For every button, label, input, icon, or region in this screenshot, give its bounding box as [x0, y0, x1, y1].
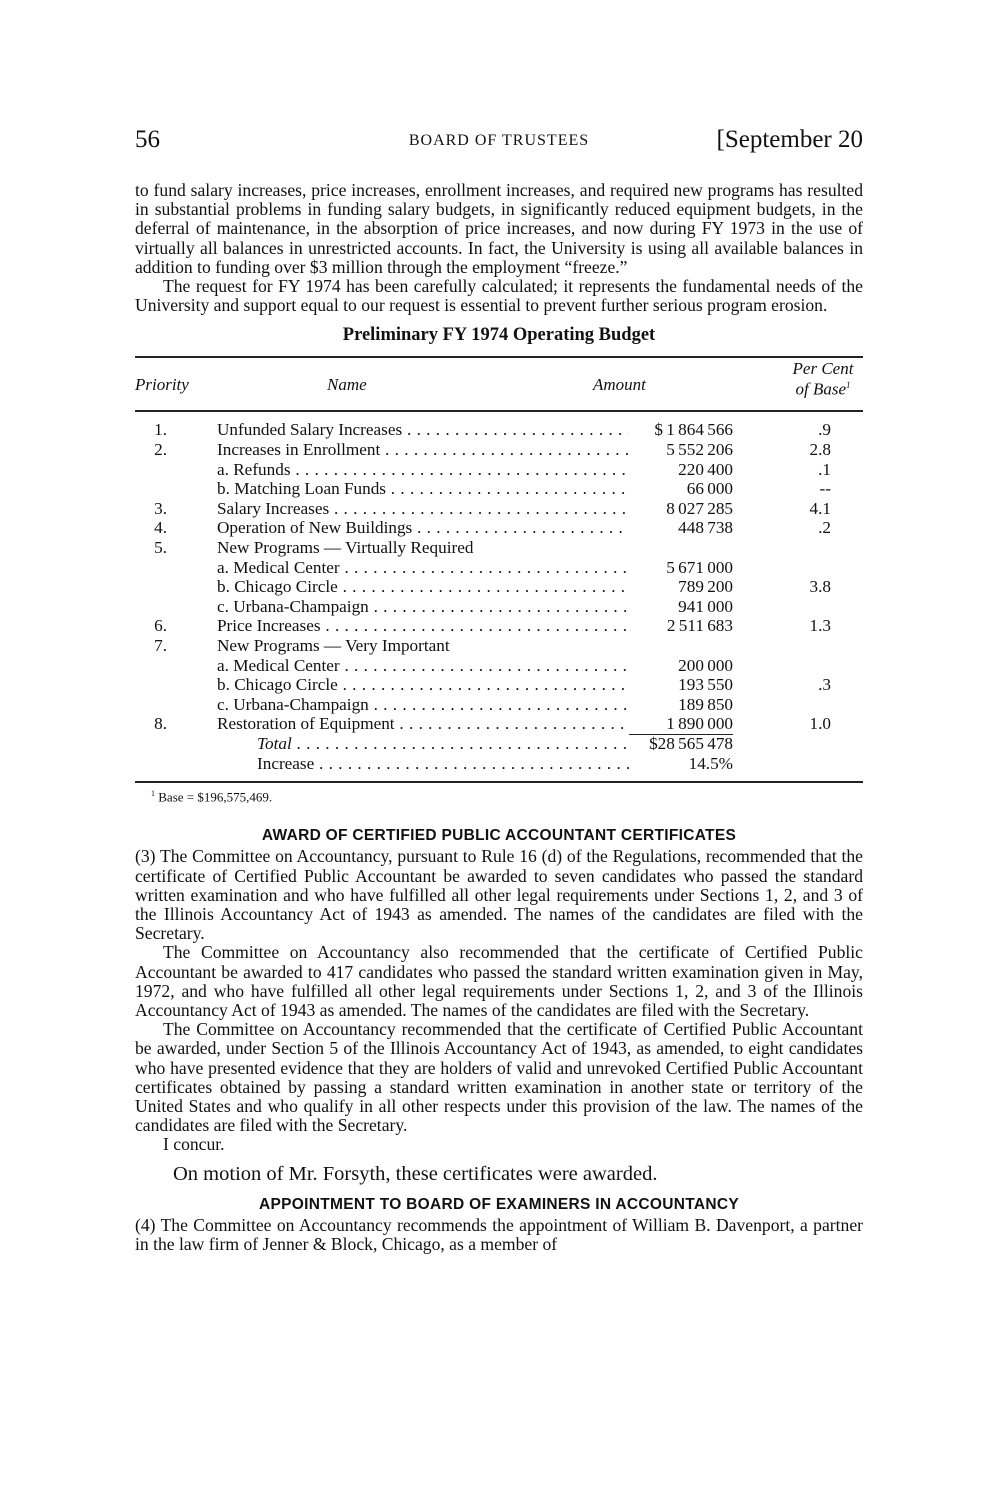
row-percent: 1.3 [809, 616, 831, 636]
document-page [135, 126, 863, 1254]
row-priority: 6. [154, 616, 167, 636]
row-percent: 1.0 [809, 714, 831, 734]
table-row [135, 675, 863, 695]
row-name: a. Medical Center . . . [217, 558, 629, 578]
row-priority: 2. [154, 440, 167, 460]
row-name: New Programs — Very Important [217, 635, 450, 655]
header-percent-line2: of Base [795, 380, 847, 400]
row-priority: 1. [154, 420, 167, 440]
cpa-paragraph: (3) The Committee on Accountancy, pursuant to Rule 16 (d) of the Regulations, recommended that the certificate of Certified Public Accountant be awarded to seven candidates who passed the standard written examination and who have fulfilled all other legal requirements under Sections 1, 2, and 3 of the Illinois Accountancy Act of 1943 as amended. The names of the candidates are filed with the Secretary. [135, 846, 863, 944]
row-amount: 941 000 [678, 596, 733, 616]
table-row [135, 656, 863, 676]
footnote-text: Base = $196,575,469. [158, 789, 273, 805]
row-name: Increases in Enrollment . . . [217, 440, 629, 460]
motion-statement: On motion of Mr. Forsyth, these certificates were awarded. [173, 1162, 658, 1185]
row-priority: 4. [154, 518, 167, 538]
total-label: Total . . . [257, 734, 629, 754]
row-priority: 8. [154, 714, 167, 734]
table-body [135, 412, 863, 781]
section-heading-examiners: APPOINTMENT TO BOARD OF EXAMINERS IN ACCOUNTANCY [259, 1195, 739, 1213]
row-name: c. Urbana-Champaign . . . [217, 597, 629, 617]
table-row [135, 714, 863, 734]
header-percent [783, 360, 863, 398]
table-row [135, 460, 863, 480]
row-amount: 200 000 [678, 655, 733, 675]
header-priority: Priority [135, 375, 189, 395]
page-number: 56 [135, 126, 160, 153]
header-amount: Amount [593, 375, 646, 395]
header-percent-line1: Per Cent [792, 359, 854, 379]
row-priority: 7. [154, 635, 167, 655]
table-row [135, 597, 863, 617]
table-row [135, 420, 863, 440]
row-amount: 8 027 285 [666, 498, 733, 518]
table-row [135, 518, 863, 538]
row-name: Restoration of Equipment . . . [217, 714, 629, 734]
table-row [135, 577, 863, 597]
row-amount: 66 000 [686, 479, 733, 499]
intro-paragraph: The request for FY 1974 has been carefully calculated; it represents the fundamental needs of the University and support equal to our request is essential to prevent further serious program erosion. [135, 276, 863, 316]
row-percent: .3 [818, 675, 831, 695]
table-row [135, 558, 863, 578]
row-amount: 220 400 [678, 459, 733, 479]
section-heading-cpa: AWARD OF CERTIFIED PUBLIC ACCOUNTANT CERTIFICATES [261, 827, 737, 845]
row-percent: .2 [818, 518, 831, 538]
row-name: Unfunded Salary Increases . . . [217, 420, 629, 440]
row-amount: 5 671 000 [666, 557, 733, 577]
row-name: b. Chicago Circle . . . [217, 577, 629, 597]
total-row [135, 734, 863, 754]
table-title: Preliminary FY 1974 Operating Budget [342, 325, 656, 346]
row-name: Operation of New Buildings . . . [217, 518, 629, 538]
table-row [135, 440, 863, 460]
row-amount: $ 1 864 566 [654, 420, 733, 440]
row-name: Price Increases . . . [217, 616, 629, 636]
increase-row [135, 754, 863, 774]
concur-statement: I concur. [163, 1134, 225, 1155]
row-percent: .1 [818, 459, 831, 479]
row-amount: 1 890 000 [629, 714, 733, 735]
cpa-paragraph: The Committee on Accountancy also recommended that the certificate of Certified Public Accountant be awarded to 417 candidates who passed the standard written examination given in May, 1972, and who have fulfilled all other legal requirements under Sections 1, 2, and 3 of the Illinois Accountancy Act of 1943 as amended. The names of the candidates are filed with the Secretary. [135, 942, 863, 1021]
total-amount: $28 565 478 [649, 733, 733, 753]
row-amount: 193 550 [678, 675, 733, 695]
increase-amount: 14.5% [688, 753, 733, 773]
table-row [135, 499, 863, 519]
row-name: a. Refunds . . . [217, 460, 629, 480]
footnote-mark: 1 [151, 789, 155, 799]
running-head-date: [September 20 [716, 126, 863, 153]
row-amount: 189 850 [678, 694, 733, 714]
row-percent: 4.1 [809, 498, 831, 518]
table-header [135, 358, 863, 410]
table-row [135, 538, 863, 558]
table-footnote [151, 789, 863, 805]
table-row [135, 479, 863, 499]
row-percent: .9 [818, 420, 831, 440]
row-name: a. Medical Center . . . [217, 656, 629, 676]
running-head-title: BOARD OF TRUSTEES [408, 132, 590, 149]
table-row [135, 636, 863, 656]
row-percent: -- [819, 479, 831, 499]
row-name: c. Urbana-Champaign . . . [217, 695, 629, 715]
footnote-mark: 1 [846, 380, 851, 391]
table-bottom-rule [135, 781, 863, 783]
row-amount: 2 511 683 [666, 616, 733, 636]
examiners-paragraph: (4) The Committee on Accountancy recommends the appointment of William B. Davenport, a partner in the law firm of Jenner & Block, Chicago, as a member of [135, 1214, 863, 1254]
table-row [135, 616, 863, 636]
row-amount: 789 200 [678, 577, 733, 597]
row-percent: 2.8 [809, 440, 831, 460]
increase-label: Increase . . . [257, 754, 629, 774]
row-percent: 3.8 [809, 577, 831, 597]
table-row [135, 695, 863, 715]
row-name: New Programs — Virtually Required [217, 537, 474, 557]
header-name: Name [327, 375, 367, 395]
budget-table [135, 356, 863, 805]
row-name: Salary Increases . . . [217, 499, 629, 519]
row-priority: 5. [154, 537, 167, 557]
row-amount: 448 738 [678, 518, 733, 538]
cpa-paragraph: The Committee on Accountancy recommended that the certificate of Certified Public Accountant be awarded, under Section 5 of the Illinois Accountancy Act of 1943, as amended, to eight candidates who have presented evidence that they are holders of valid and unrevoked Certified Public Accountant certificates obtained by passing a standard written examination in another state or territory of the United States and who qualify in all other respects under this provision of the law. The names of the candidates are filed with the Secretary. [135, 1019, 863, 1136]
row-priority: 3. [154, 498, 167, 518]
row-amount: 5 552 206 [666, 440, 733, 460]
running-head [135, 126, 863, 158]
row-name: b. Chicago Circle . . . [217, 675, 629, 695]
row-name: b. Matching Loan Funds . . . [217, 479, 629, 499]
intro-paragraph: to fund salary increases, price increases, enrollment increases, and required new programs has resulted in substantial problems in funding salary budgets, in significantly reduced equipment budgets, in the deferral of maintenance, in the absorption of price increases, and now during FY 1973 in the use of virtually all balances in unrestricted accounts. In fact, the University is using all available balances in addition to funding over $3 million through the employment “freeze.” [135, 180, 863, 277]
